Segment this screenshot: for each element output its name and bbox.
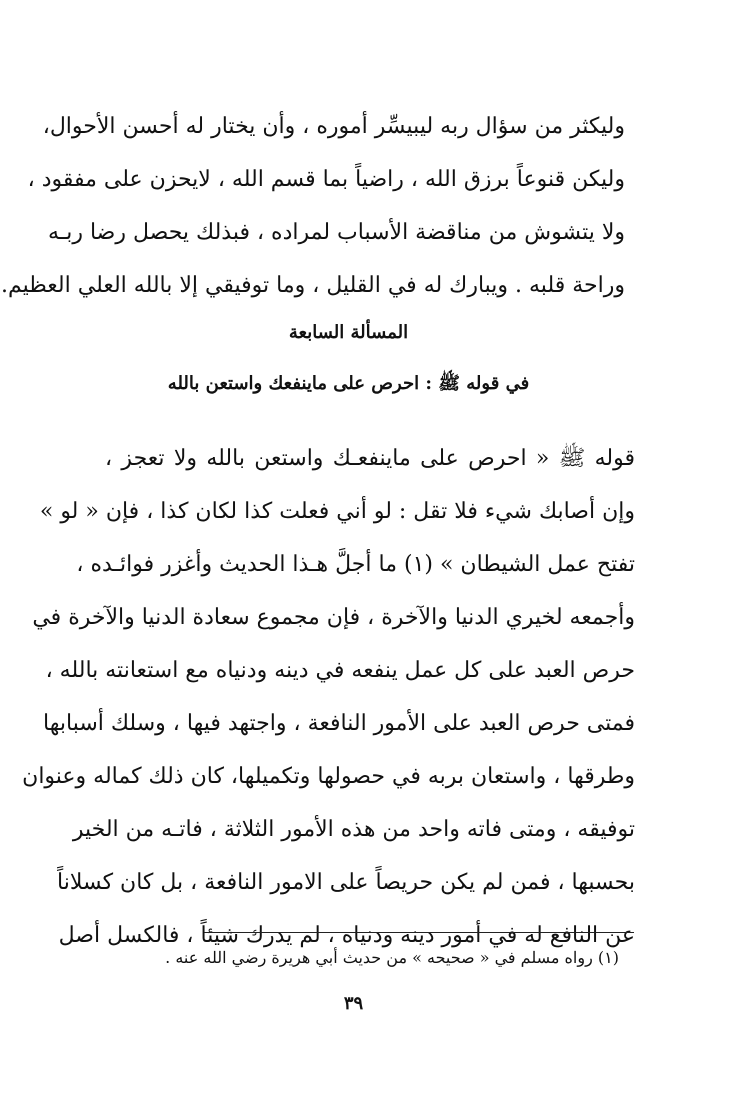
footnote: (١) رواه مسلم في « صحيحه » من حديث أبي هريرة رضي الله عنه . [165,948,619,967]
text-line: عن النافع له في أمور دينه ودنياه ، لم يدرك شيئاً ، فالكسل أصل [58,923,635,948]
text-line: بحسبها ، فمن لم يكن حريصاً على الامور النافعة ، بل كان كسلاناً [57,870,635,895]
text-line: وإن أصابك شيء فلا تقل : لو أني فعلت كذا لكان كذا ، فإن « لو » [39,499,635,524]
text-line: حرص العبد على كل عمل ينفعه في دينه ودنياه مع استعانته بالله ، [45,658,635,683]
text-line: فمتى حرص العبد على الأمور النافعة ، واجتهد فيها ، وسلك أسبابها [43,711,635,736]
text-line: وليكن قنوعاً برزق الله ، راضياً بما قسم الله ، لايحزن على مفقود ، [27,167,625,192]
text-line: توفيقه ، ومتى فاته واحد من هذه الأمور الثلاثة ، فاتـه من الخير [72,817,635,842]
section-subtitle: في قوله ﷺ : احرص على ماينفعك واستعن بالله [167,373,530,394]
text-line: وراحة قلبه . ويبارك له في القليل ، وما توفيقي إلا بالله العلي العظيم. [0,273,625,298]
paragraph-continuation [0,100,625,312]
section-title: المسألة السابعة [288,322,409,343]
text-line: وأجمعه لخيري الدنيا والآخرة ، فإن مجموع سعادة الدنيا والآخرة في [32,605,635,630]
footnote-divider [204,932,634,933]
paragraph-main [22,432,635,962]
text-line: ولا يتشوش من مناقضة الأسباب لمراده ، فبذلك يحصل رضا ربـه [47,220,625,245]
text-line: تفتح عمل الشيطان » (١) ما أجلَّ هـذا الحديث وأغزر فوائـده ، [76,552,635,577]
text-line: قوله ﷺ « احرص على ماينفعـك واستعن بالله ولا تعجز ، [105,446,635,471]
text-line: وليكثر من سؤال ربه ليبيسِّر أموره ، وأن يختار له أحسن الأحوال، [42,114,625,139]
page-number: ٣٩ [343,993,364,1014]
text-line: وطرقها ، واستعان بربه في حصولها وتكميلها، كان ذلك كماله وعنوان [22,764,635,789]
